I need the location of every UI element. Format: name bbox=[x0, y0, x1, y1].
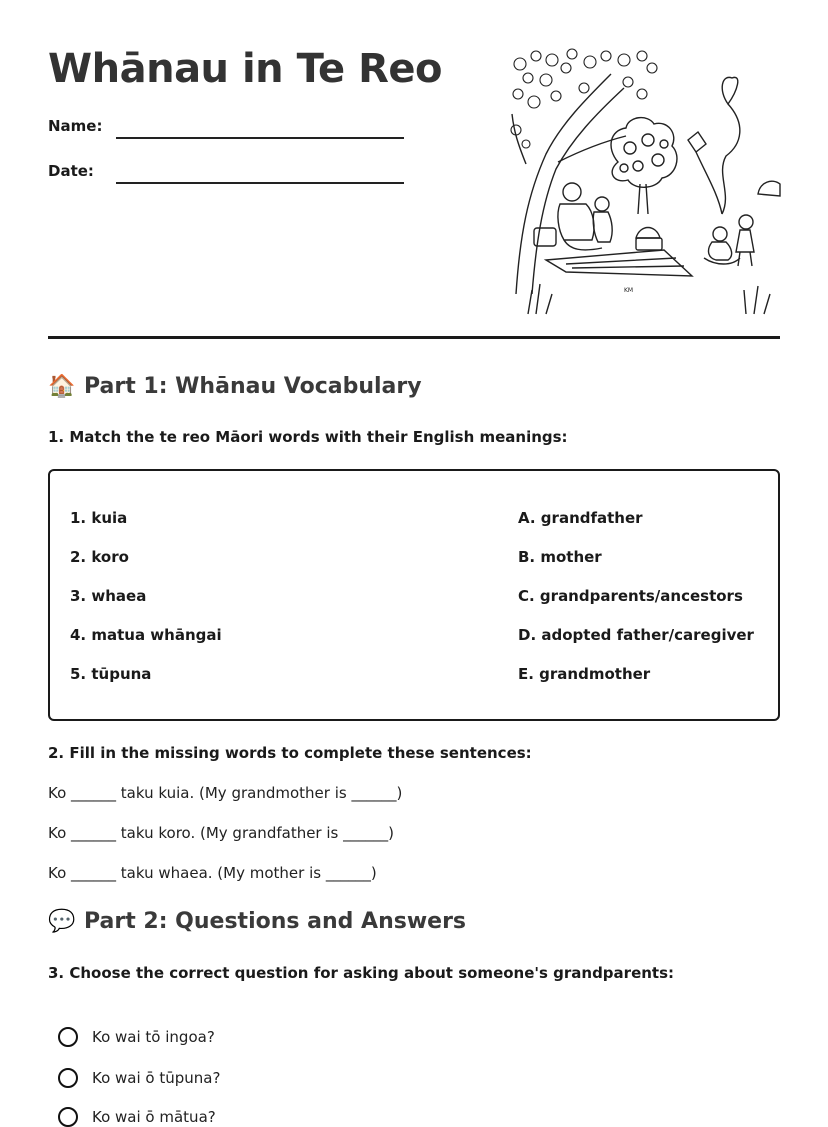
match-right-item: E. grandmother bbox=[518, 665, 651, 683]
name-input-line[interactable] bbox=[116, 137, 404, 139]
radio-button[interactable] bbox=[58, 1107, 78, 1127]
fill-in-sentence: Ko ______ taku kuia. (My grandmother is ______) bbox=[48, 784, 403, 802]
question-3: 3. Choose the correct question for asking about someone's grandparents: bbox=[48, 964, 675, 982]
part2-heading bbox=[48, 909, 466, 934]
name-label: Name: bbox=[48, 117, 103, 135]
speech-bubble-icon: 💬 bbox=[48, 909, 76, 934]
match-left-item: 4. matua whāngai bbox=[70, 626, 222, 644]
question-1: 1. Match the te reo Māori words with their English meanings: bbox=[48, 428, 568, 446]
match-right-item: C. grandparents/ancestors bbox=[518, 587, 743, 605]
name-field bbox=[48, 117, 102, 135]
answer-option[interactable] bbox=[58, 1107, 216, 1127]
match-right-item: B. mother bbox=[518, 548, 602, 566]
fill-in-sentence: Ko ______ taku whaea. (My mother is ______) bbox=[48, 864, 377, 882]
match-left-item: 3. whaea bbox=[70, 587, 147, 605]
part1-title: Part 1: Whānau Vocabulary bbox=[84, 374, 422, 399]
date-input-line[interactable] bbox=[116, 182, 404, 184]
match-right-item: A. grandfather bbox=[518, 509, 643, 527]
radio-button[interactable] bbox=[58, 1068, 78, 1088]
matching-box bbox=[48, 469, 780, 721]
radio-button[interactable] bbox=[58, 1027, 78, 1047]
option-label: Ko wai ō tūpuna? bbox=[92, 1069, 221, 1087]
family-picnic-illustration bbox=[506, 44, 782, 320]
match-left-item: 5. tūpuna bbox=[70, 665, 152, 683]
answer-option[interactable] bbox=[58, 1027, 215, 1047]
header-divider bbox=[48, 336, 780, 339]
match-left-item: 1. kuia bbox=[70, 509, 128, 527]
illustration-signature: KM bbox=[624, 287, 634, 294]
part2-title: Part 2: Questions and Answers bbox=[84, 909, 467, 934]
date-label: Date: bbox=[48, 162, 94, 180]
match-right-item: D. adopted father/caregiver bbox=[518, 626, 754, 644]
option-label: Ko wai tō ingoa? bbox=[92, 1028, 215, 1046]
house-icon: 🏠 bbox=[48, 374, 76, 399]
answer-option[interactable] bbox=[58, 1068, 220, 1088]
page-title: Whānau in Te Reo bbox=[48, 46, 443, 92]
match-left-item: 2. koro bbox=[70, 548, 129, 566]
question-2: 2. Fill in the missing words to complete these sentences: bbox=[48, 744, 532, 762]
fill-in-sentence: Ko ______ taku koro. (My grandfather is ______) bbox=[48, 824, 394, 842]
part1-heading bbox=[48, 374, 422, 399]
option-label: Ko wai ō mātua? bbox=[92, 1108, 216, 1126]
date-field bbox=[48, 162, 94, 180]
